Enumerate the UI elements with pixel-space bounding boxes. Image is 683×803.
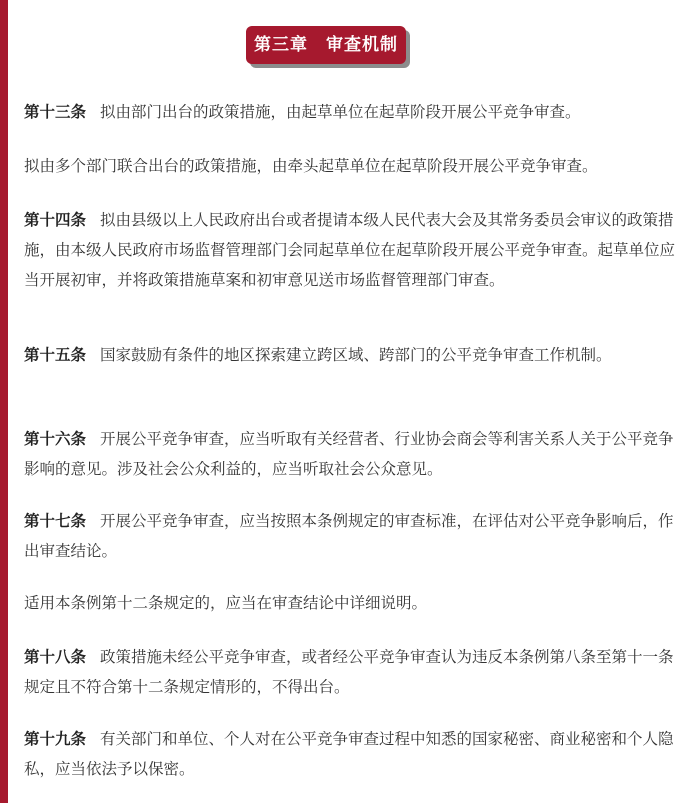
- article-text: 国家鼓励有条件的地区探索建立跨区域、跨部门的公平竞争审查工作机制。: [100, 346, 612, 364]
- article-text: 政策措施未经公平竞争审查，或者经公平竞争审查认为违反本条例第八条至第十一条规定且不符合第十二条规定情形的，不得出台。: [24, 648, 674, 696]
- article-number: 第十六条: [24, 430, 87, 448]
- left-accent-bar: [0, 0, 8, 803]
- chapter-heading: [246, 26, 406, 64]
- paragraph-article-13: [24, 97, 676, 127]
- paragraph-article-19: [24, 724, 676, 784]
- article-text: 适用本条例第十二条规定的，应当在审查结论中详细说明。: [24, 594, 428, 612]
- article-text: 开展公平竞争审查，应当听取有关经营者、行业协会商会等利害关系人关于公平竞争影响的意见。涉及社会公众利益的，应当听取社会公众意见。: [24, 430, 674, 478]
- paragraph-article-13-cont: [24, 151, 676, 181]
- article-number: 第十八条: [24, 648, 87, 666]
- paragraph-article-14: [24, 205, 676, 295]
- article-number: 第十七条: [24, 512, 87, 530]
- article-number: 第十三条: [24, 103, 87, 121]
- paragraph-article-16: [24, 424, 676, 484]
- paragraph-article-17-cont: [24, 588, 676, 618]
- article-text: 拟由部门出台的政策措施，由起草单位在起草阶段开展公平竞争审查。: [100, 103, 581, 121]
- article-text: 有关部门和单位、个人对在公平竞争审查过程中知悉的国家秘密、商业秘密和个人隐私，应当依法予以保密。: [24, 730, 674, 778]
- chapter-title: 第三章 审查机制: [246, 26, 406, 64]
- article-number: 第十四条: [24, 211, 87, 229]
- article-number: 第十九条: [24, 730, 87, 748]
- article-text: 拟由多个部门联合出台的政策措施，由牵头起草单位在起草阶段开展公平竞争审查。: [24, 157, 598, 175]
- paragraph-article-17: [24, 506, 676, 566]
- article-text: 开展公平竞争审查，应当按照本条例规定的审查标准，在评估对公平竞争影响后，作出审查结论。: [24, 512, 674, 560]
- article-number: 第十五条: [24, 346, 87, 364]
- paragraph-article-18: [24, 642, 676, 702]
- paragraph-article-15: [24, 340, 676, 370]
- article-text: 拟由县级以上人民政府出台或者提请本级人民代表大会及其常务委员会审议的政策措施，由本级人民政府市场监督管理部门会同起草单位在起草阶段开展公平竞争审查。起草单位应当开展初审，并将政策措施草案和初审意见送市场监督管理部门审查。: [24, 211, 676, 289]
